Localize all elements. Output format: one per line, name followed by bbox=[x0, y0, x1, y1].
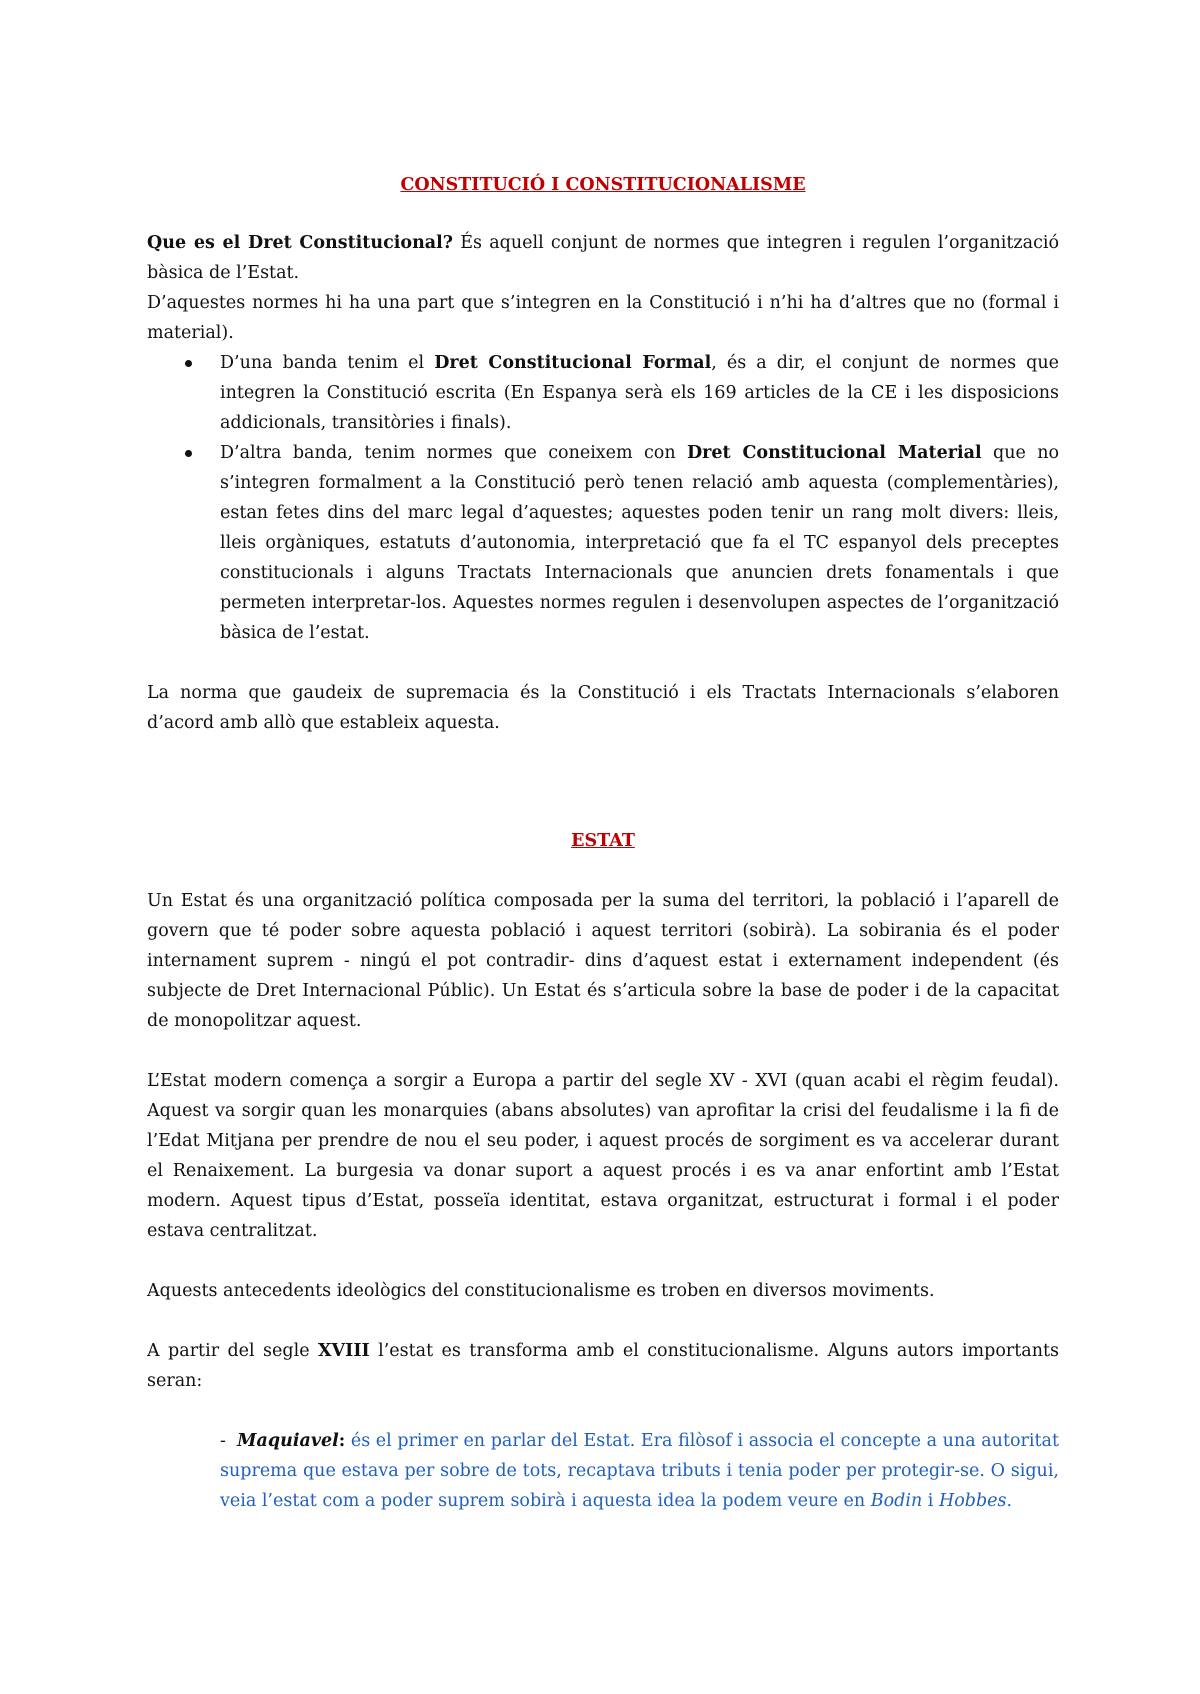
paragraph-segle-xviii: A partir del segle XVIII l’estat es transforma amb el constitucionalisme. Alguns autors importants seran: bbox=[147, 1341, 1059, 1391]
bullet-icon bbox=[185, 450, 192, 457]
paragraph-definicio-estat: Un Estat és una organització política composada per la suma del territori, la població i l’aparell de govern que té poder sobre aquesta població i aquest territori (sobirà). La sobirania és el poder internament suprem - ningú el pot contradir- dins d’aquest estat i externament independent (és subjecte de Dret Internacional Públic). Un Estat és s’articula sobre la base de poder i de la capacitat de monopolitzar aquest. bbox=[147, 891, 1059, 1031]
paragraph-normes: D’aquestes normes hi ha una part que s’integren en la Constitució i n’hi ha d’altres que no (formal i material). bbox=[147, 293, 1059, 343]
term-material: Dret Constitucional Material bbox=[686, 443, 982, 463]
bullet-list bbox=[147, 348, 1059, 648]
author-ref-bodin: Bodin bbox=[870, 1491, 923, 1511]
section-title-estat: ESTAT bbox=[571, 831, 635, 851]
author-entry-maquiavel: - Maquiavel: és el primer en parlar del Estat. Era filòsof i associa el concepte a una autoritat suprema que estava per sobre de tots, recaptava tributs i tenia poder per protegir-se. O sigui, veia l’estat com a poder suprem sobirà i aquesta idea la podem veure en Bodin i Hobbes. bbox=[220, 1431, 1059, 1511]
paragraph-supremacia: La norma que gaudeix de supremacia és la Constitució i els Tractats Internacionals s’elaboren d’acord amb allò que estableix aquesta. bbox=[147, 683, 1059, 733]
term-formal: Dret Constitucional Formal bbox=[434, 353, 712, 373]
author-description: és el primer en parlar del Estat. Era filòsof i associa el concepte a una autoritat suprema que estava per sobre de tots, recaptava tributs i tenia poder per protegir-se. O sigui, veia l’estat com a poder suprem sobirà i aquesta idea la podem veure en bbox=[220, 1431, 1059, 1511]
author-ref-hobbes: Hobbes bbox=[938, 1491, 1007, 1511]
bullet-icon bbox=[185, 360, 192, 367]
list-item: D’altra banda, tenim normes que coneixem con Dret Constitucional Material que no s’integren formalment a la Constitució però tenen relació amb aquesta (complementàries), estan fetes dins del marc legal d’aquestes; aquestes poden tenir un rang molt divers: lleis, lleis orgàniques, estatuts d’autonomia, interpretació que fa el TC espanyol dels preceptes constitucionals i alguns Tractats Internacionals que anuncien drets fonamentals i que permeten interpretar-los. Aquestes normes regulen i desenvolupen aspectes de l’organització bàsica de l’estat. bbox=[147, 438, 1059, 648]
question-heading: Que es el Dret Constitucional? bbox=[147, 233, 454, 253]
section-title-constitucio: CONSTITUCIÓ I CONSTITUCIONALISME bbox=[400, 175, 806, 195]
definition-text: És aquell conjunt de normes que integren i regulen l’organització bàsica de l’Estat. bbox=[147, 233, 1060, 283]
document-body bbox=[147, 170, 1059, 1516]
list-item: D’una banda tenim el Dret Constitucional Formal, és a dir, el conjunt de normes que integren la Constitució escrita (En Espanya serà els 169 articles de la CE i les disposicions addicionals, transitòries i finals). bbox=[147, 348, 1059, 438]
author-name: Maquiavel bbox=[237, 1431, 339, 1451]
paragraph-dret-constitucional bbox=[147, 228, 1059, 288]
paragraph-antecedents: Aquests antecedents ideològics del constitucionalisme es troben en diversos moviments. bbox=[147, 1281, 935, 1301]
paragraph-estat-modern: L’Estat modern comença a sorgir a Europa a partir del segle XV - XVI (quan acabi el règim feudal). Aquest va sorgir quan les monarquies (abans absolutes) van aprofitar la crisi del feudalisme i la fi de l’Edat Mitjana per prendre de nou el seu poder, i aquest procés de sorgiment es va accelerar durant el Renaixement. La burgesia va donar suport a aquest procés i es va anar enfortint amb l’Estat modern. Aquest tipus d’Estat, posseïa identitat, estava organitzat, estructurat i formal i el poder estava centralitzat. bbox=[147, 1071, 1059, 1241]
dash-marker: - bbox=[220, 1431, 226, 1451]
